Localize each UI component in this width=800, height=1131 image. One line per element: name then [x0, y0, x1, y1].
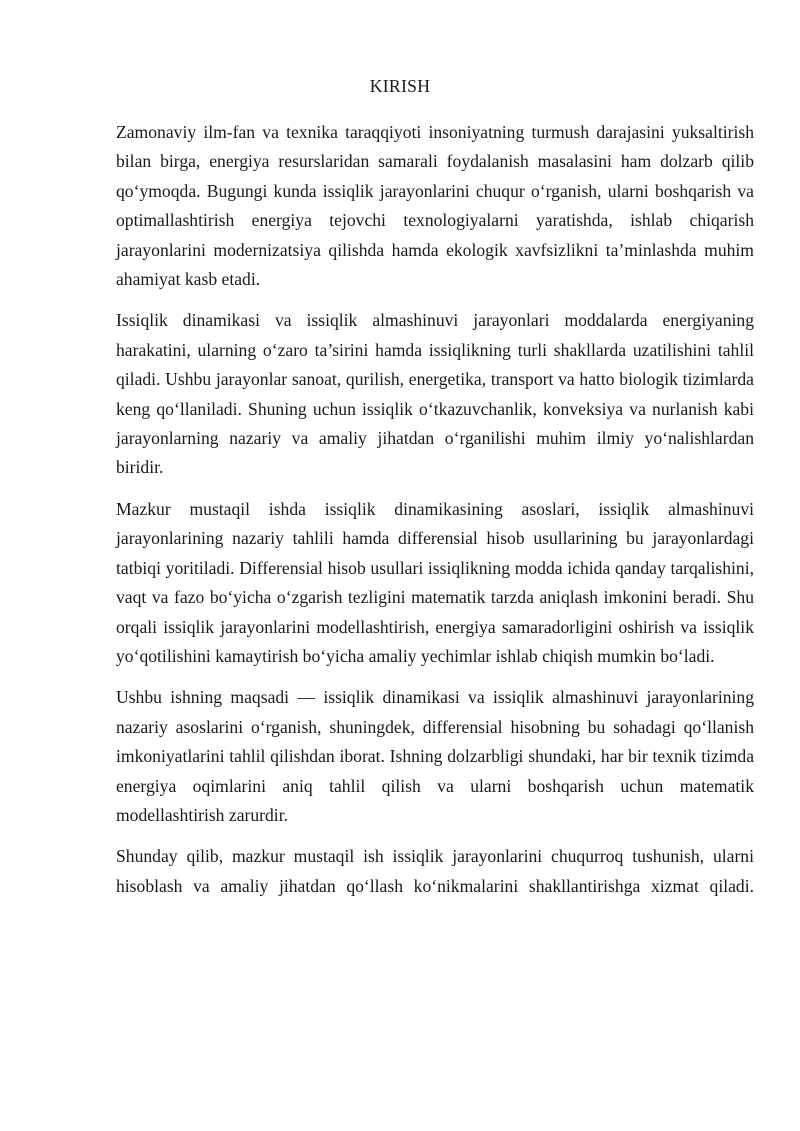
- paragraph-5: Shunday qilib, mazkur mustaqil ish issiqlik jarayonlarini chuqurroq tushunish, ularni hisoblash va amaliy jihatdan qo‘llash ko‘nikmalarini shakllantirishga xizmat qiladi.: [116, 846, 754, 896]
- paragraph-1: Zamonaviy ilm-fan va texnika taraqqiyoti insoniyatning turmush darajasini yuksaltirish bilan birga, energiya resurslaridan samarali foydalanish masalasini ham dolzarb qilib qo‘ymoqda. Bugungi kunda issiqlik jarayonlarini chuqur o‘rganish, ularni boshqarish va optimallashtirish energiya tejovchi texnologiyalarni yaratishda, ishlab chiqarish jarayonlarini modernizatsiya qilishda hamda ekologik xavfsizlikni ta’minlashda muhim ahamiyat kasb etadi.: [116, 122, 754, 290]
- paragraph-4: Ushbu ishning maqsadi — issiqlik dinamikasi va issiqlik almashinuvi jarayonlarining nazariy asoslarini o‘rganish, shuningdek, differensial hisobning bu sohadagi qo‘llanish imkoniyatlarini tahlil qilishdan iborat. Ishning dolzarbligi shundaki, har bir texnik tizimda energiya oqimlarini aniq tahlil qilish va ularni boshqarish uchun matematik modellashtirish zarurdir.: [116, 687, 754, 825]
- paragraph-2: Issiqlik dinamikasi va issiqlik almashinuvi jarayonlari moddalarda energiyaning harakatini, ularning o‘zaro ta’sirini hamda issiqlikning turli shakllarda uzatilishini tahlil qiladi. Ushbu jarayonlar sanoat, qurilish, energetika, transport va hatto biologik tizimlarda keng qo‘llaniladi. Shuning uchun issiqlik o‘tkazuvchanlik, konveksiya va nurlanish kabi jarayonlarning nazariy va amaliy jihatdan o‘rganilishi muhim ilmiy yo‘nalishlardan biridir.: [116, 310, 754, 478]
- paragraph-3: Mazkur mustaqil ishda issiqlik dinamikasining asoslari, issiqlik almashinuvi jarayonlarining nazariy tahlili hamda differensial hisob usullarining bu jarayonlardagi tatbiqi yoritiladi. Differensial hisob usullari issiqlikning modda ichida qanday tarqalishini, vaqt va fazo bo‘yicha o‘zgarish tezligini matematik tarzda aniqlash imkonini beradi. Shu orqali issiqlik jarayonlarini modellashtirish, energiya samaradorligini oshirish va issiqlik yo‘qotilishini kamaytirish bo‘yicha amaliy yechimlar ishlab chiqish mumkin bo‘ladi.: [116, 498, 754, 666]
- document-body: [116, 118, 754, 913]
- page-title: KIRISH: [369, 76, 431, 96]
